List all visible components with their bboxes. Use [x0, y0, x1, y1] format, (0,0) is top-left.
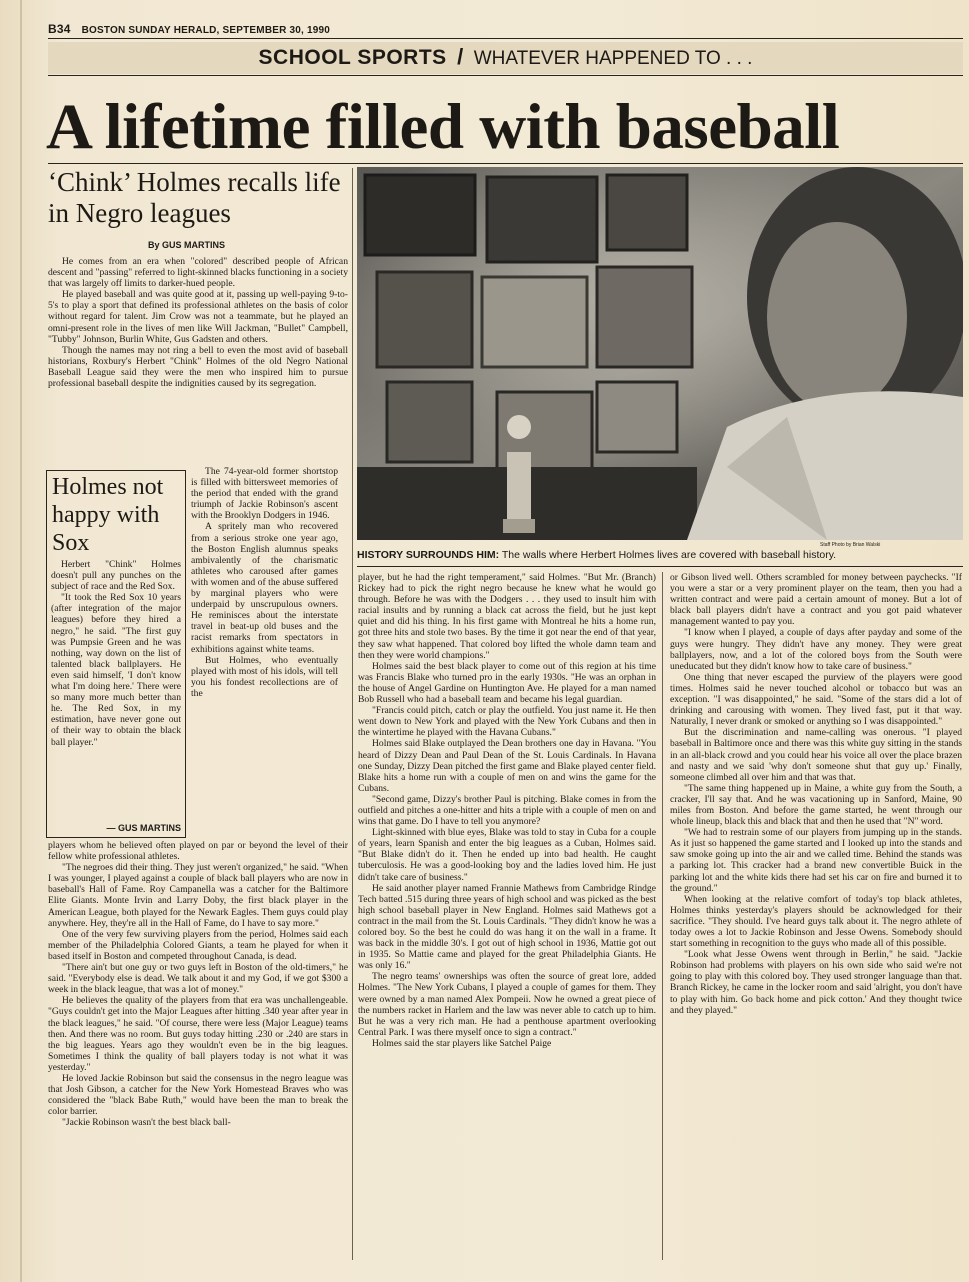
paragraph: "The negroes did their thing. They just weren't organized," he said. "When I was younger, I played against a couple of black ball players who are now in baseball's Hall of Fame. Roy Campanella was a catcher for the Baltimore Elite Giants. Monte Irvin and Larry Doby, the first black player in the American League, both played for the Newark Eagles. Them guys could play anywhere. Hey, they're all in the Hall of Fame, do I have to say more."	[48, 862, 348, 929]
paragraph: player, but he had the right temperament," said Holmes. "But Mr. (Branch) Rickey had to pick the right negro because he knew what he would go through. Before he was with the Dodgers . . . they used to insult him with racial insults and by running a black cat across the field, but he just kept quiet and did his thing. In his first game with Montreal he hits a home run, got three hits and stole two bases. By the time it got near the end of that year, they saw what happened. That colored boy lifted the whole damn team and then they were world champions."	[358, 572, 656, 661]
column-1-top	[48, 256, 348, 468]
section-subtitle: WHATEVER HAPPENED TO . . .	[473, 48, 753, 69]
column-2	[358, 572, 656, 1260]
paragraph: A spritely man who recovered from a serious stroke one year ago, the Boston English alumnus speaks ambivalently of the charismatic athletes who caroused after games with women and of the abuse suffered by marginal players who were underpaid by unscrupulous owners. He reminisces about the interstate travel in beat-up old buses and the racist remarks from spectators in exhibitions against white teams.	[191, 521, 338, 655]
paragraph: He comes from an era when "colored" described people of African descent and "passing" referred to light-skinned blacks functioning in a society that was largely off limits to darker-hued people.	[48, 256, 348, 290]
sidebar-text	[51, 559, 181, 748]
page-header	[48, 22, 330, 36]
caption-label: HISTORY SURROUNDS HIM:	[357, 549, 500, 561]
paragraph: He loved Jackie Robinson but said the consensus in the negro league was that Josh Gibson, a catcher for the New York Homestead Braves who was considered the "black Babe Ruth," would have been the man to break the color barrier.	[48, 1072, 348, 1118]
paragraph: One thing that never escaped the purview of the players were good times. Holmes said he never touched alcohol or tobacco but was an exception. "I was disappointed," he said. "Some of the stars did a lot of drinking and carousing with women. They lived fast, put it that way. Naturally, I never drank or smoked or anything so I was disappointed."	[670, 671, 962, 728]
paragraph: "Look what Jesse Owens went through in Berlin," he said. "Jackie Robinson had problems with players on his own side who said we're not going to play with this colored boy. They used stronger language than that. Branch Rickey, he came in the locker room and said 'alright, you don't have to play with him. Go back home and pick cotton.' And they thought twice and they played."	[670, 949, 962, 1016]
column-3	[670, 572, 962, 1260]
paragraph: The negro teams' ownerships was often the source of great lore, added Holmes. "The New York Cubans, I played a couple of games for them. They were owned by a man named Alex Pompeii. Now he owned a great piece of the numbers racket in Harlem and the law was never able to catch up to him. But he was a very rich man. He had a penthouse apartment overlooking Central Park. I was there myself once to sign a contract."	[358, 971, 656, 1038]
section-banner	[48, 42, 963, 74]
column-1-narrow	[191, 466, 338, 838]
paragraph: Holmes said Blake outplayed the Dean brothers one day in Havana. "You heard of Dizzy Dean and Paul Dean of the St. Louis Cardinals. In Havana one Sunday, Dizzy Dean pitched the first game and Blake played center field. Blake hits a home run with a couple of men on and wins the game for the Cubans.	[358, 738, 656, 794]
paragraph: "I know when I played, a couple of days after payday and some of the guys were hungry. They didn't have any money. They were great ballplayers, now, and a lot of the colored boys from the South were uneducated but they didn't know how to take care of business."	[670, 627, 962, 672]
page-fold-shadow	[20, 0, 22, 1282]
paragraph: "Second game, Dizzy's brother Paul is pitching. Blake comes in from the outfield and pitches a one-hitter and hits a triple with a couple of men on and wins that game. Do I have to tell you anymore?	[358, 793, 656, 828]
paragraph: He played baseball and was quite good at it, passing up well-paying 9-to-5's to play a sport that defined its professional athletes on the basis of color without regard for talent. Jim Crow was not a teammate, but he played an omni-present role in the lives of men like Will Jackman, "Bullet" Campbell, "Tubby" Johnson, Burlin White, Gus Gadsten and others.	[48, 289, 348, 345]
byline: By GUS MARTINS	[148, 240, 226, 250]
headline: A lifetime filled with baseball	[46, 91, 840, 163]
paragraph: When looking at the relative comfort of today's top black athletes, Holmes thinks yesterday's players should be acknowledged for their sacrifice. "They should. I've heard guys talk about it. The negro athlete of today owes a lot to Jackie Robinson and Jesse Owens. Somebody should start something in recognition to the guys who made all of this possible.	[670, 893, 962, 950]
paragraph: "We had to restrain some of our players from jumping up in the stands. As it just so happened the game started and I looked up into the stands and saw smoke going up into the air and we called time. Behind the stands was a parking lot. This cracker had a brand new convertible Buick in the parking lot and the white kids there had set his car on fire and burned it to the ground."	[670, 827, 962, 894]
section-title: SCHOOL SPORTS	[258, 46, 447, 69]
top-rule	[48, 38, 963, 39]
paragraph: Holmes said the star players like Satchel Paige	[372, 1037, 552, 1049]
paragraph: One of the very few surviving players from the period, Holmes said each member of the Philadelphia Colored Giants, a team he played for when it based itself in Boston and competed throughout Canada, is dead.	[48, 928, 348, 962]
photo-herbert-holmes	[357, 167, 963, 540]
paragraph: "Jackie Robinson wasn't the best black ball-	[62, 1117, 231, 1129]
page-number: B34	[48, 22, 71, 36]
paragraph: He said another player named Frannie Mathews from Cambridge Rindge Tech batted .515 during three years of high school and was picked as the best high school baseball player in New England. Holmes said Mathews got a contract in the mail from the St. Louis Cardinals. "They didn't know he was a colored boy. So the best he could do was hang it on the wall in a frame. It was back in the middle 30's. I got out of high school in 1936, Mattie got out in 1935. So Mattie came and played for the great Philadelphia Giants. He was only 16."	[358, 882, 656, 972]
sidebar-title: Holmes not happy with Sox	[52, 474, 164, 556]
paragraph: Though the names may not ring a bell to even the most avid of baseball historians, Roxbury's Herbert "Chink" Holmes of the old Negro National Baseball League said they were the men who inspired him to pursue professional baseball despite the indignities caused by its segregation.	[48, 344, 348, 390]
paragraph: or Gibson lived well. Others scrambled for money between paychecks. "If you were a star or a very prominent player on the team, then you had a written contract and were paid a certain amount of money. But a lot of black ball players didn't have a contract and you got paid whatever management wanted to pay you.	[670, 572, 962, 628]
photo-image	[357, 167, 963, 540]
caption-rule	[357, 566, 963, 567]
section-separator: /	[457, 44, 464, 69]
column-divider	[662, 572, 663, 1260]
paragraph: Light-skinned with blue eyes, Blake was told to stay in Cuba for a couple of years, learn Spanish and enter the big leagues as a Cuban, Holmes said. "But Blake didn't do it. Then he ended up into bad health. He caught tuberculosis. He was a good-looking boy and the ladies loved him. He just didn't take care of business."	[358, 827, 656, 883]
column-1-bottom	[48, 840, 348, 1260]
paragraph: "The same thing happened up in Maine, a white guy from the South, a cracker, I'll say that. And he was vacationing up in Sanford, Maine, 90 miles from Boston. And before the game started, he went through our whole lineup, black this and black that and then he used that "N" word.	[670, 782, 962, 828]
paragraph: Holmes said the best black player to come out of this region at his time was Francis Blake who turned pro in the early 1930s. "He was an orphan in the house of Angel Gardine on Huntington Ave. He played for a man named Bob Russell who had a baseball team and became his legal guardian.	[358, 660, 656, 706]
paragraph: "Francis could pitch, catch or play the outfield. You just name it. He then went down to New York and played with the New York Cubans and then in the wintertime he played with the Havana Cubans."	[358, 705, 656, 739]
photo-caption	[357, 549, 963, 561]
sidebar-box	[46, 470, 186, 838]
sidebar-paragraph: Herbert "Chink" Holmes doesn't pull any punches on the subject of race and the Red Sox.	[51, 559, 181, 593]
masthead-date: BOSTON SUNDAY HERALD, SEPTEMBER 30, 1990	[81, 25, 331, 36]
photo-credit: Staff Photo by Brian Walski	[820, 542, 881, 548]
paragraph: He believes the quality of the players from that era was unchallengeable. "Guys couldn't get into the Major Leagues after hitting .340 year after year in the black leagues," he said. "Of course, there were less (Major League) teams then. And there was no room. But guys today hitting .230 or .240 are stars in the big leagues. Years ago they wouldn't even be in the big leagues. Sometimes I think the quality of ball players today is not what it was yesterday."	[48, 995, 348, 1073]
paragraph: The 74-year-old former shortstop is filled with bittersweet memories of the period that ended with the grand triumph of Jackie Robinson's ascent with the Brooklyn Dodgers in 1946.	[191, 466, 338, 522]
caption-text: The walls where Herbert Holmes lives are covered with baseball history.	[501, 549, 837, 561]
paragraph: "There ain't but one guy or two guys left in Boston of the old-timers," he said. "Everybody else is dead. We talk about it and my God, if we got $300 a week in the black league, that was a lot of money."	[48, 962, 348, 996]
headline-rule	[48, 163, 963, 164]
subheadline: ‘Chink’ Holmes recalls life in Negro leagues	[48, 167, 341, 228]
paragraph: But the discrimination and name-calling was onerous. "I played baseball in Baltimore once and there was this white guy sitting in the stands in an all-black crowd and you could hear his voice all over the place brazen and nasty and we said 'why don't someone shut that guy up.' Finally, someone climbed all over him and that was that.	[670, 727, 962, 783]
paragraph: players whom he believed often played on par or beyond the level of their fellow white professional athletes.	[48, 840, 348, 863]
paragraph: But Holmes, who eventually played with most of his idols, will tell you his fondest recollections are of the	[191, 654, 338, 699]
column-divider	[352, 168, 353, 1260]
section-rule	[48, 75, 963, 76]
sidebar-signature: — GUS MARTINS	[106, 823, 181, 833]
sidebar-paragraph: "It took the Red Sox 10 years (after integration of the major leagues) before they hired a negro," he said. "The first guy was Pumpsie Green and he was nothing, way down on the list of talented black ballplayers. He even said himself, 'I don't know what I'm doing here.' There were so many more much better than he. The Red Sox, in my estimation, have never gone out of their way to obtain the black ball player."	[51, 592, 181, 748]
